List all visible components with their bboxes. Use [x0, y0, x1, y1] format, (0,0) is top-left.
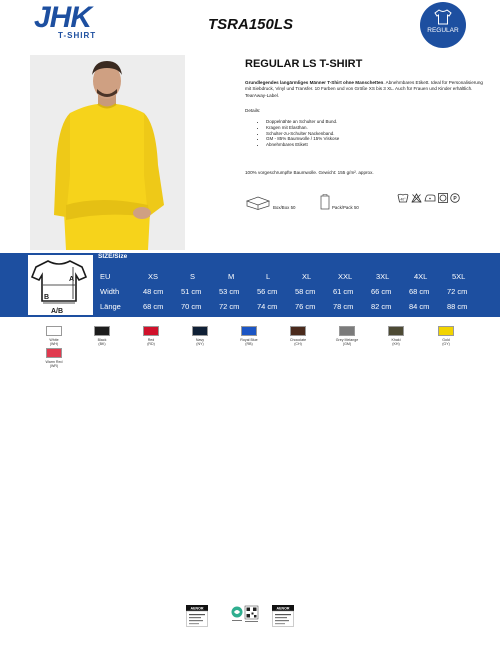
color-code: (RD): [147, 342, 155, 347]
color-name: Khaki: [391, 338, 401, 342]
size-cell: 61 cm: [333, 287, 354, 296]
tumble-dry-icon: [438, 193, 448, 203]
description-lead: Grundlegendes langärmliges Männer T-Shirt ohne Manschetten: [245, 80, 384, 85]
diagram-label-a: A: [69, 276, 75, 283]
details-item: • Doppelnähte an Schulter und Bund.: [266, 119, 339, 125]
pack-packaging: [320, 190, 359, 210]
color-white[interactable]: [32, 326, 76, 347]
color-name: White: [49, 338, 59, 342]
color-swatch: [438, 326, 454, 336]
size-cell: XS: [148, 272, 159, 281]
details-item: • Kragen mit Elasthan.: [266, 125, 339, 131]
tshirt-outline-icon: [433, 9, 453, 25]
color-name: Black: [97, 338, 107, 342]
color-code: (WR): [49, 364, 59, 369]
size-cell: 4XL: [414, 272, 428, 281]
pack-icon: [320, 194, 330, 210]
size-cell: 51 cm: [181, 287, 202, 296]
color-name: Gold: [442, 338, 450, 342]
size-row-label: Width: [100, 287, 120, 296]
color-name: Navy: [195, 338, 205, 342]
brand-subtitle: T-SHIRT: [58, 31, 97, 40]
size-cell: 3XL: [376, 272, 390, 281]
color-code: (NY): [196, 342, 204, 347]
color-code: (CH): [294, 342, 302, 347]
product-description: [245, 80, 485, 99]
size-row-width: [100, 287, 500, 299]
size-cell: 53 cm: [219, 287, 240, 296]
color-swatch: [143, 326, 159, 336]
sustainability-badge: [230, 605, 260, 632]
color-name: Royal Blue: [240, 338, 258, 342]
color-swatch: [388, 326, 404, 336]
color-khaki[interactable]: [374, 326, 418, 347]
size-row-length: [100, 302, 500, 314]
color-swatch: [46, 348, 62, 358]
no-bleach-icon: [411, 193, 422, 203]
dry-clean-icon: [450, 193, 460, 203]
aenor-label: AENOR: [276, 606, 290, 611]
color-swatch: [290, 326, 306, 336]
brand-name: JHK: [34, 1, 92, 34]
color-black[interactable]: [80, 326, 124, 347]
size-cell: XL: [302, 272, 312, 281]
color-swatch: [241, 326, 257, 336]
model-code: TSRA150LS: [208, 16, 294, 33]
color-royal-blue[interactable]: [227, 326, 271, 347]
diagram-label-b: B: [44, 294, 50, 301]
color-code: (BK): [98, 342, 106, 347]
details-list: [266, 119, 339, 148]
diagram-label-ab: A/B: [51, 308, 64, 315]
pack-label: Pack/Pack 50: [332, 205, 359, 210]
size-cell: 72 cm: [447, 287, 468, 296]
wash-40-icon: [397, 193, 409, 203]
color-gold[interactable]: [424, 326, 468, 347]
color-code: (WH): [49, 342, 59, 347]
color-warm-red[interactable]: [32, 348, 76, 369]
box-icon: [245, 196, 271, 210]
brand-logo: [34, 1, 104, 44]
box-label: Box/Box 50: [273, 205, 296, 210]
fabric-composition: 100% vorgeschrumpfte Baumwolle. Gewicht: 155 g/m². approx.: [245, 170, 374, 175]
product-title: REGULAR LS T-SHIRT: [245, 58, 363, 70]
size-cell: 5XL: [452, 272, 466, 281]
color-swatch: [192, 326, 208, 336]
iron-icon: [424, 193, 436, 203]
size-diagram: [28, 255, 93, 315]
details-label: Details:: [245, 108, 261, 113]
size-cell: 74 cm: [257, 302, 278, 311]
dry-clean-letter: P: [453, 196, 457, 202]
size-cell: 72 cm: [219, 302, 240, 311]
color-name: Red: [147, 338, 155, 342]
details-item: • Schulter-zu-Schulter Nackenband.: [266, 131, 339, 137]
color-swatch: [339, 326, 355, 336]
care-symbols: [397, 193, 460, 203]
aenor-certificate-1: [186, 605, 208, 632]
aenor-label: AENOR: [190, 606, 204, 611]
size-cell: S: [190, 272, 196, 281]
color-red[interactable]: [129, 326, 173, 347]
color-code: (RB): [245, 342, 253, 347]
size-row-eu: [100, 272, 500, 284]
size-cell: 68 cm: [409, 287, 430, 296]
size-row-label: EU: [100, 272, 111, 281]
size-cell: XXL: [338, 272, 353, 281]
size-table-title: SIZE/Size: [98, 253, 128, 260]
color-code: (GM): [342, 342, 352, 347]
size-cell: 88 cm: [447, 302, 468, 311]
fit-label: REGULAR: [427, 27, 459, 34]
color-swatch: [46, 326, 62, 336]
size-cell: 48 cm: [143, 287, 164, 296]
aenor-certificate-2: [272, 605, 294, 632]
size-cell: 82 cm: [371, 302, 392, 311]
size-cell: 66 cm: [371, 287, 392, 296]
color-name: Chocolate: [289, 338, 307, 342]
size-cell: 68 cm: [143, 302, 164, 311]
description-body: . Abnehmbares Etikett. Ideal für Personalisierung mit Siebdruck, Vinyl und Transfer. 10 Farben und von Größe XS bis 3 XL. Auch für Frauen und Kinder erhältlich. TearAway-Label.: [245, 80, 483, 98]
size-cell: 76 cm: [295, 302, 316, 311]
size-cell: 84 cm: [409, 302, 430, 311]
wash-temperature: 40°: [400, 197, 406, 202]
color-navy[interactable]: [178, 326, 222, 347]
details-item: • GM - 85% Baumwolle / 15% Viskose: [266, 136, 339, 142]
color-chocolate[interactable]: [276, 326, 320, 347]
color-name: Grey Melange: [335, 338, 359, 342]
box-packaging: [245, 190, 295, 210]
color-code: (GY): [442, 342, 450, 347]
size-cell: M: [228, 272, 235, 281]
size-cell: 78 cm: [333, 302, 354, 311]
color-grey-melange[interactable]: [325, 326, 369, 347]
size-cell: 58 cm: [295, 287, 316, 296]
size-cell: L: [266, 272, 271, 281]
details-item: • Abnehmbares Etikett: [266, 142, 339, 148]
size-cell: 56 cm: [257, 287, 278, 296]
color-swatch: [94, 326, 110, 336]
size-cell: 70 cm: [181, 302, 202, 311]
size-row-label: Länge: [100, 302, 121, 311]
fit-badge: [420, 2, 466, 48]
color-name: Warm Red: [45, 360, 63, 364]
product-photo: [30, 55, 185, 250]
color-code: (KH): [392, 342, 400, 347]
